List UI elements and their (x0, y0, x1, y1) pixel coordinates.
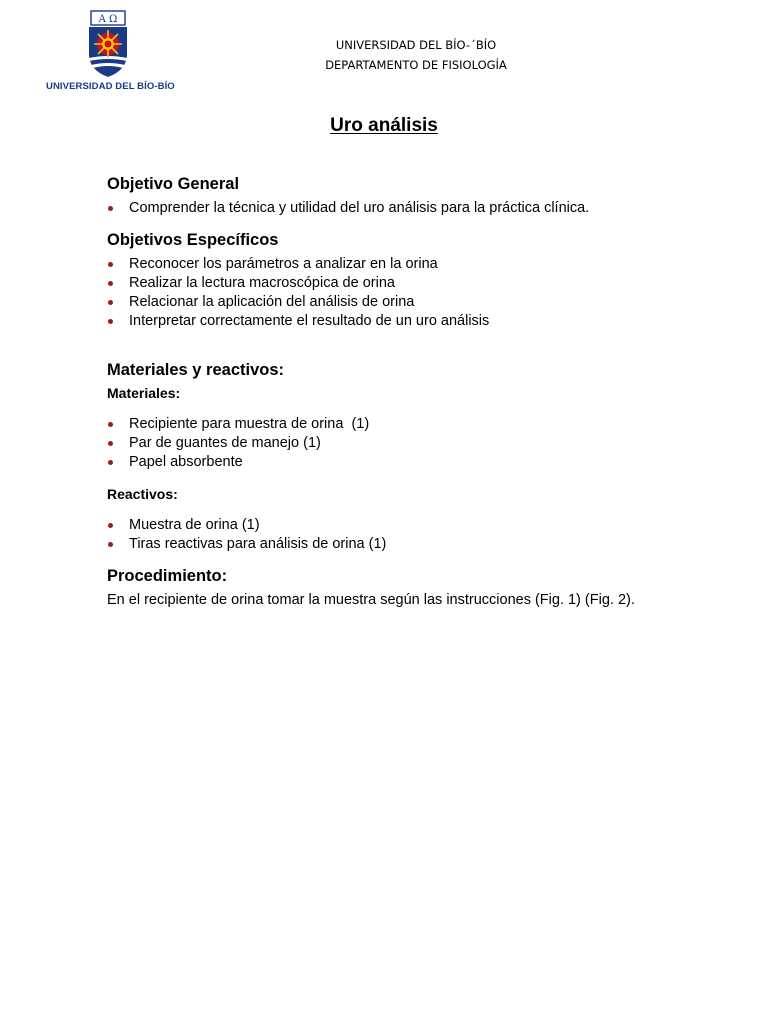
department-line: DEPARTAMENTO DE FISIOLOGÍA (325, 57, 507, 72)
list-item (107, 312, 489, 331)
bullet-icon (108, 523, 113, 528)
list-item (107, 274, 489, 293)
list-item (107, 434, 369, 453)
procedimiento-heading: Procedimiento: (107, 567, 228, 585)
logo-text: UNIVERSIDAD DEL BÍO-BÍO (46, 81, 175, 92)
bullet-icon (108, 460, 113, 465)
objetivos-especificos-heading: Objetivos Específicos (107, 231, 279, 249)
list-item (107, 516, 386, 535)
document-header (0, 36, 768, 75)
bullet-icon (108, 262, 113, 267)
list-item-text: Relacionar la aplicación del análisis de orina (129, 294, 415, 310)
materiales-label: Materiales: (107, 385, 181, 401)
bullet-icon (108, 300, 113, 305)
list-item (107, 453, 369, 472)
list-item (107, 415, 369, 434)
bullet-icon (108, 422, 113, 427)
reactivos-label: Reactivos: (107, 486, 178, 502)
bullet-icon (108, 542, 113, 547)
materiales-reactivos-heading: Materiales y reactivos: (107, 361, 285, 379)
objetivo-general-list (107, 199, 589, 218)
list-item-text: Comprender la técnica y utilidad del uro análisis para la práctica clínica. (129, 200, 590, 216)
objetivos-especificos-list (107, 255, 489, 331)
list-item-text: Reconocer los parámetros a analizar en la orina (129, 256, 438, 272)
bullet-icon (108, 441, 113, 446)
list-item (107, 293, 489, 312)
list-item (107, 255, 489, 274)
list-item-text: Tiras reactivas para análisis de orina (1) (129, 536, 387, 552)
materiales-list (107, 415, 369, 472)
objetivo-general-heading: Objetivo General (107, 175, 240, 193)
bullet-icon (108, 281, 113, 286)
list-item-text: Muestra de orina (1) (129, 517, 260, 533)
list-item (107, 199, 589, 218)
document-title: Uro análisis (330, 115, 438, 136)
procedimiento-text: En el recipiente de orina tomar la muestra según las instrucciones (Fig. 1) (Fig. 2). (107, 592, 635, 608)
list-item-text: Realizar la lectura macroscópica de orina (129, 275, 395, 291)
list-item-text: Interpretar correctamente el resultado de un uro análisis (129, 313, 490, 329)
bullet-icon (108, 319, 113, 324)
list-item (107, 535, 386, 554)
list-item-text: Papel absorbente (129, 454, 243, 470)
logo-symbols: A Ω (98, 14, 118, 25)
bullet-icon (108, 206, 113, 211)
list-item-text: Par de guantes de manejo (1) (129, 435, 321, 451)
reactivos-list (107, 516, 386, 554)
institution-line: UNIVERSIDAD DEL BÍO-´BÍO (335, 38, 497, 52)
list-item-text: Recipiente para muestra de orina (1) (129, 416, 370, 432)
